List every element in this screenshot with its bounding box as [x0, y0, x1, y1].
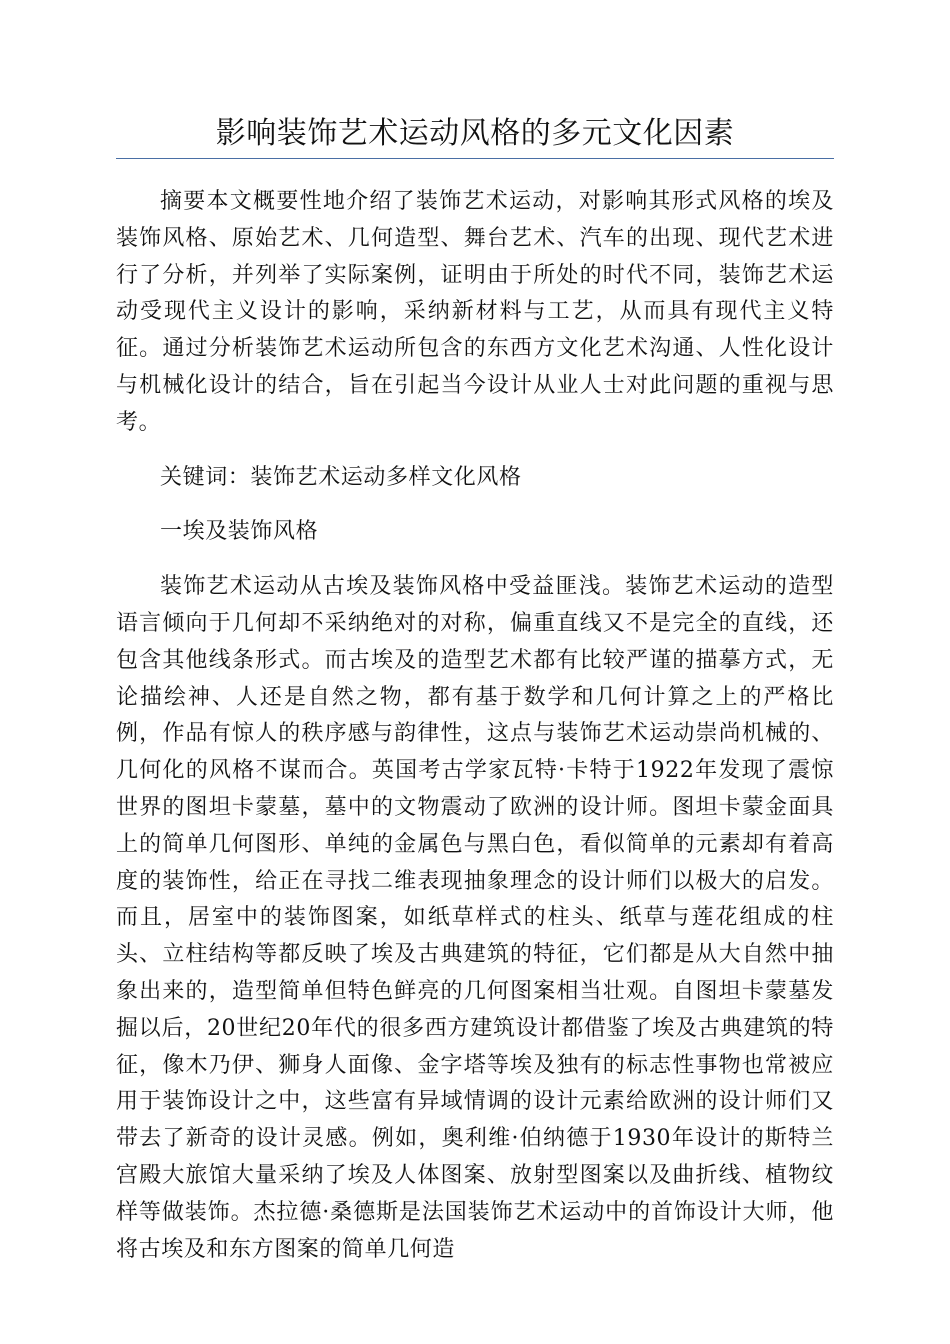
title-underline [116, 158, 834, 159]
abstract-paragraph: 摘要本文概要性地介绍了装饰艺术运动，对影响其形式风格的埃及装饰风格、原始艺术、几何造型、舞台艺术、汽车的出现、现代艺术进行了分析，并列举了实际案例，证明由于所处的时代不同，装饰艺术运动受现代主义设计的影响，采纳新材料与工艺，从而具有现代主义特征。通过分析装饰艺术运动所包含的东西方文化艺术沟通、人性化设计与机械化设计的结合，旨在引起当今设计从业人士对此问题的重视与思考。 [116, 189, 834, 435]
section-heading: 一埃及装饰风格 [160, 519, 319, 545]
document-body [116, 184, 834, 1268]
document-title: 影响装饰艺术运动风格的多元文化因素 [215, 116, 735, 151]
section-paragraph: 装饰艺术运动从古埃及装饰风格中受益匪浅。装饰艺术运动的造型语言倾向于几何却不采纳绝对的对称，偏重直线又不是完全的直线，还包含其他线条形式。而古埃及的造型艺术都有比较严谨的描摹方式，无论描绘神、人还是自然之物，都有基于数学和几何计算之上的严格比例，作品有惊人的秩序感与韵律性，这点与装饰艺术运动崇尚机械的、几何化的风格不谋而合。英国考古学家瓦特·卡特于1922年发现了震惊世界的图坦卡蒙墓，墓中的文物震动了欧洲的设计师。图坦卡蒙金面具上的简单几何图形、单纯的金属色与黑白色，看似简单的元素却有着高度的装饰性，给正在寻找二维表现抽象理念的设计师们以极大的启发。而且，居室中的装饰图案，如纸草样式的柱头、纸草与莲花组成的柱头、立柱结构等都反映了埃及古典建筑的特征，它们都是从大自然中抽象出来的，造型简单但特色鲜亮的几何图案相当壮观。自图坦卡蒙墓发掘以后，20世纪20年代的很多西方建筑设计都借鉴了埃及古典建筑的特征，像木乃伊、狮身人面像、金字塔等埃及独有的标志性事物也常被应用于装饰设计之中，这些富有异域情调的设计元素给欧洲的设计师们又带去了新奇的设计灵感。例如，奥利维·伯纳德于1930年设计的斯特兰宫殿大旅馆大量采纳了埃及人体图案、放射型图案以及曲折线、植物纹样等做装饰。杰拉德·桑德斯是法国装饰艺术运动中的首饰设计大师，他将古埃及和东方图案的简单几何造 [116, 574, 834, 1262]
keywords-line: 关键词：装饰艺术运动多样文化风格 [160, 464, 522, 490]
